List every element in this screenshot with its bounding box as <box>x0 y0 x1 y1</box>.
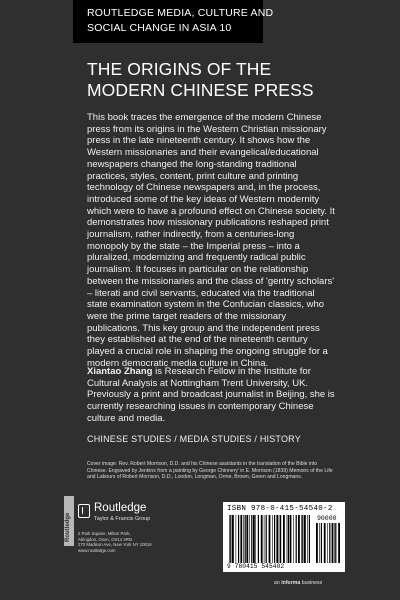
barcode-bar <box>319 523 320 563</box>
book-title-line-1: THE ORIGINS OF THE <box>87 59 272 79</box>
book-title-line-2: MODERN CHINESE PRESS <box>87 80 314 100</box>
barcode-bar <box>266 515 267 563</box>
barcode-bar <box>293 515 294 563</box>
barcode-bar <box>246 515 248 563</box>
publisher-name: Routledge <box>94 502 147 514</box>
barcode-bar <box>251 515 252 563</box>
price-barcode-icon <box>316 523 340 563</box>
barcode-bar <box>238 515 239 563</box>
barcode-bar <box>296 515 297 563</box>
barcode-bar <box>302 515 303 563</box>
barcode-bar <box>287 515 288 563</box>
barcode-bar <box>280 515 281 563</box>
subject-categories: CHINESE STUDIES / MEDIA STUDIES / HISTORY <box>87 434 301 444</box>
series-label <box>73 0 274 43</box>
barcode-bar <box>279 515 280 563</box>
barcode-bar <box>229 515 230 563</box>
price-code: 90000 <box>317 515 337 522</box>
barcode-bar <box>245 515 246 563</box>
barcode-bar <box>261 515 263 563</box>
barcode-bar <box>249 515 250 563</box>
publisher-logo-bar <box>64 496 74 546</box>
barcode-bar <box>316 523 318 563</box>
barcode-bar <box>264 515 265 563</box>
barcode-bar <box>307 515 308 563</box>
barcode-bar <box>304 515 306 563</box>
informa-suffix: business <box>300 580 323 586</box>
barcode-bar <box>240 515 242 563</box>
barcode-bar <box>327 523 328 563</box>
barcode-bar <box>329 523 330 563</box>
barcode-bar <box>309 515 310 563</box>
publisher-address <box>78 531 158 553</box>
barcode-bar <box>243 515 244 563</box>
informa-brand: informa <box>281 580 301 586</box>
author-bio <box>87 366 335 425</box>
barcode-bar <box>298 515 300 563</box>
author-name: Xiantao Zhang <box>87 366 153 377</box>
address-line: Abingdon, Oxon, OX14 4RN <box>78 536 132 542</box>
isbn-number: ISBN 978-0-415-54540-2 <box>227 505 333 513</box>
publisher-block <box>64 496 159 591</box>
barcode-bar <box>321 523 322 563</box>
barcode-bar <box>288 515 289 563</box>
publisher-logo-text: Routledge <box>65 512 71 542</box>
author-bio-text: is Research Fellow in the Institute for Cultural Analysis at Nottingham Trent University, UK. Previously a print and broadcast journalist in Beijing, she is currently researching issues in contemporary Chinese culture and media. <box>87 366 335 424</box>
barcode-bar <box>335 523 336 563</box>
barcode-bar <box>283 515 285 563</box>
routledge-logo-icon <box>78 504 90 518</box>
barcode-bar <box>253 515 255 563</box>
book-description: This book traces the emergence of the modern Chinese press from its origins in the Western Christian missionary press in the late nineteenth century. It shows how the Western missionaries and their evangelical/educational newspapers changed the long-standing traditional practices, styles, content, print culture and printing technology of Chinese newspapers and, in the process, introduced some of the key ideas of Western modernity which were to have a profound effect on Chinese society. It demonstrates how missionary publications reshaped print journalism, rather indirectly, from a centuries-long monopoly by the state – the Imperial press – into a pluralized, modernizing and frequently radical public journalism. It focuses in particular on the relationship between the missionaries and the class of 'gentry scholars' – literati and civil servants, educated via the traditional state examination system in the Confucian classics, who were the prime target readers of the missionary publications. This key group and the independent press they established at the end of the nineteenth century played a crucial role in shaping the ongoing struggle for a modern democratic media culture in China. <box>87 112 335 369</box>
barcode-bar <box>255 515 256 563</box>
barcode-bar <box>274 515 275 563</box>
barcode-digits: 9 780415 545402 <box>227 563 285 570</box>
barcode-bar <box>230 515 231 563</box>
series-line-1: ROUTLEDGE MEDIA, CULTURE AND <box>87 7 274 19</box>
barcode-bar <box>338 523 340 563</box>
barcode-bar <box>236 515 237 563</box>
address-line: 270 Madison Ave, New York NY 10016 <box>78 542 152 547</box>
barcode-bar <box>269 515 271 563</box>
isbn-barcode <box>223 502 345 572</box>
barcode-bar <box>276 515 278 563</box>
barcode-bar <box>301 515 302 563</box>
barcode-bar <box>232 515 234 563</box>
barcode-icon <box>229 515 311 563</box>
barcode-bar <box>332 523 334 563</box>
address-line: 2 Park Square, Milton Park, <box>78 531 131 536</box>
cover-image-credit: Cover image: Rev. Robert Morrison, D.D. and his Chinese assistants in the translation of the Bible into Chinese. Engraved by Jenkins from a painting by George Chinnery' in E. Morrison (1839) Memoirs of the Life and Labours of Robert Morrison, D.D., London, Longman, Orme, Brown, Green and Longmans. <box>87 461 333 481</box>
informa-business-mark <box>274 580 322 586</box>
address-line: www.routledge.com <box>78 547 116 553</box>
book-title <box>87 59 314 101</box>
barcode-bar <box>334 523 335 563</box>
publisher-group: Taylor & Francis Group <box>94 516 151 522</box>
barcode-bar <box>272 515 273 563</box>
barcode-bar <box>290 515 292 563</box>
barcode-bar <box>324 523 326 563</box>
informa-prefix: an <box>274 580 282 586</box>
series-line-2: SOCIAL CHANGE IN ASIA 10 <box>87 22 232 34</box>
barcode-bar <box>258 515 259 563</box>
